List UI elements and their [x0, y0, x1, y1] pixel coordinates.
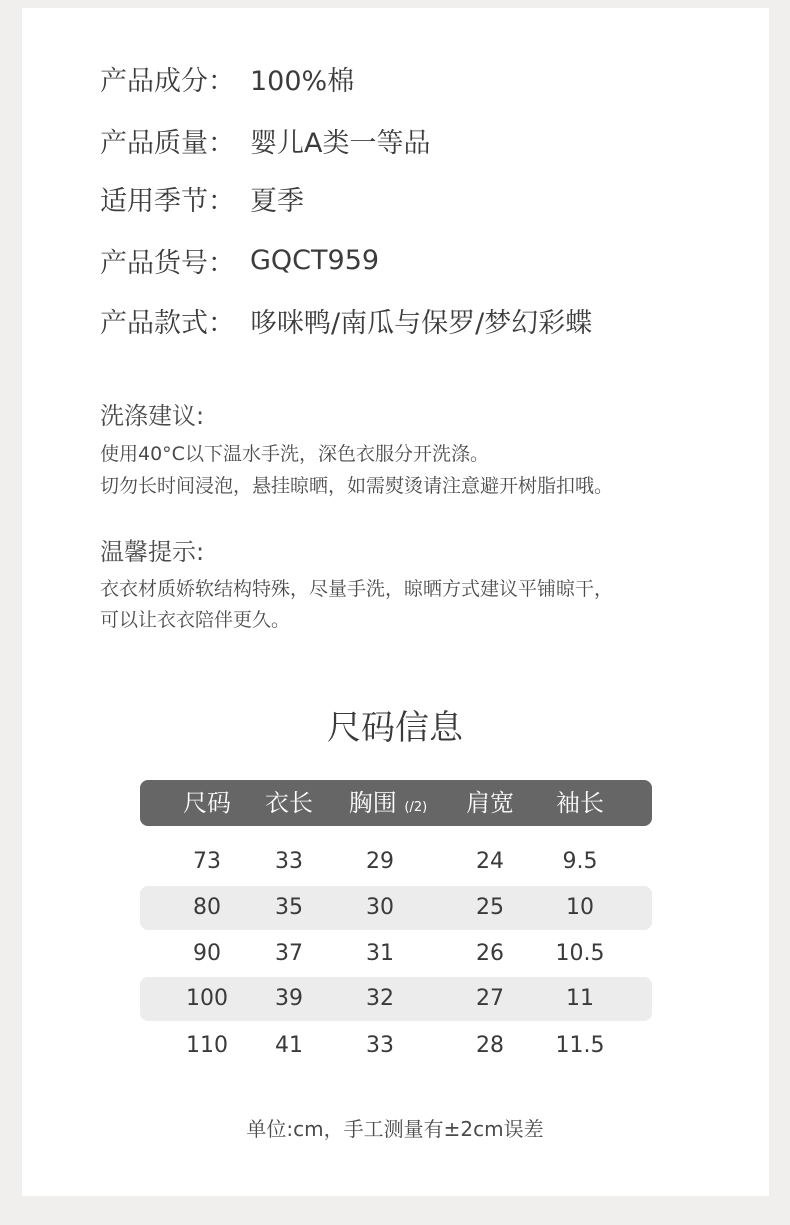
- table-row: [140, 886, 652, 930]
- info-row-quality: [100, 120, 430, 160]
- info-row-style: [100, 300, 592, 340]
- washing-line: 使用40°C以下温水手洗，深色衣服分开洗涤。: [100, 443, 489, 465]
- cell-sleeve: 9.5: [562, 849, 598, 874]
- cell-size: 110: [186, 1033, 228, 1058]
- header-chest: [349, 780, 427, 826]
- cell-length: 35: [275, 895, 303, 920]
- header-chest-note: (/2): [404, 800, 428, 815]
- header-shoulder: 肩宽: [466, 789, 514, 817]
- cell-length: 39: [275, 986, 303, 1011]
- cell-shoulder: 26: [476, 941, 504, 966]
- info-value: 哆咪鸭/南瓜与保罗/梦幻彩蝶: [250, 307, 593, 339]
- header-chest-label: 胸围: [348, 789, 397, 817]
- cell-chest: 32: [366, 986, 394, 1011]
- info-value: 婴儿A类一等品: [250, 127, 431, 159]
- info-value: 100%棉: [250, 65, 355, 97]
- info-label: 产品货号：: [100, 247, 235, 279]
- cell-length: 33: [275, 849, 303, 874]
- cell-size: 73: [193, 849, 221, 874]
- table-row: [140, 840, 652, 884]
- size-table-title: 尺码信息: [327, 708, 463, 748]
- cell-shoulder: 24: [476, 849, 504, 874]
- washing-line: 切勿长时间浸泡，悬挂晾晒，如需熨烫请注意避开树脂扣哦。: [100, 475, 614, 497]
- info-value: GQCT959: [250, 244, 380, 276]
- info-row-season: [100, 178, 304, 218]
- cell-sleeve: 11: [566, 986, 594, 1011]
- measurement-footnote: 单位:cm，手工测量有±2cm误差: [246, 1117, 544, 1141]
- cell-sleeve: 10.5: [555, 941, 605, 966]
- header-length: 衣长: [265, 789, 313, 817]
- size-table-header: [140, 780, 652, 826]
- cell-size: 90: [193, 941, 221, 966]
- table-row: [140, 1024, 652, 1068]
- cell-size: 80: [193, 895, 221, 920]
- info-value: 夏季: [250, 185, 304, 217]
- cell-chest: 29: [366, 849, 394, 874]
- cell-length: 41: [275, 1033, 303, 1058]
- cell-chest: 30: [366, 895, 394, 920]
- table-row: [140, 977, 652, 1021]
- tips-line: 衣衣材质娇软结构特殊，尽量手洗，晾晒方式建议平铺晾干，: [100, 578, 614, 600]
- header-sleeve: 袖长: [556, 789, 604, 817]
- table-row: [140, 932, 652, 976]
- cell-sleeve: 10: [566, 895, 594, 920]
- info-row-item-number: [100, 240, 379, 280]
- cell-chest: 33: [366, 1033, 394, 1058]
- cell-shoulder: 28: [476, 1033, 504, 1058]
- info-label: 产品款式：: [100, 307, 235, 339]
- cell-chest: 31: [366, 941, 394, 966]
- washing-title: 洗涤建议:: [100, 402, 205, 430]
- cell-sleeve: 11.5: [555, 1033, 605, 1058]
- tips-title: 温馨提示:: [100, 538, 205, 566]
- tips-line: 可以让衣衣陪伴更久。: [100, 609, 291, 631]
- cell-length: 37: [275, 941, 303, 966]
- info-label: 适用季节：: [100, 185, 235, 217]
- info-label: 产品质量：: [100, 127, 235, 159]
- info-label: 产品成分：: [100, 65, 235, 97]
- cell-shoulder: 25: [476, 895, 504, 920]
- header-size: 尺码: [183, 789, 231, 817]
- cell-shoulder: 27: [476, 986, 504, 1011]
- cell-size: 100: [186, 986, 228, 1011]
- info-row-composition: [100, 58, 354, 98]
